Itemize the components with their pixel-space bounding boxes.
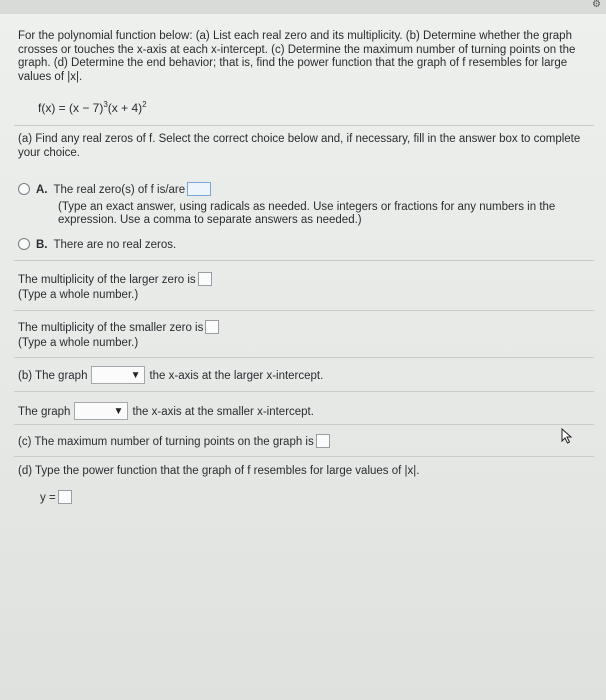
smaller-multiplicity-input[interactable] — [205, 320, 219, 334]
formula-exponent-1: 3 — [103, 100, 108, 109]
choice-b[interactable] — [18, 238, 176, 251]
larger-multiplicity-label: The multiplicity of the larger zero is — [18, 274, 196, 286]
divider — [14, 310, 594, 311]
larger-multiplicity-hint: (Type a whole number.) — [18, 289, 139, 301]
part-c-label: (c) The maximum number of turning points on the graph is — [18, 436, 314, 448]
formula-factor-1: f(x) = (x − 7) — [38, 101, 104, 115]
polynomial-formula — [38, 100, 147, 115]
part-a-prompt: (a) Find any real zeros of f. Select the correct choice below and, if necessary, fill in the answer box to complete your choice. — [18, 133, 581, 159]
part-b-suffix-2: the x-axis at the smaller x-intercept. — [132, 406, 314, 418]
chevron-down-icon: ▼ — [130, 370, 141, 381]
question-intro: For the polynomial function below: (a) List each real zero and its multiplicity. (b) Determine whether the graph crosses or touches the x-axis at each x-intercept. (c) Determine the maximum number of turning points on the graph. (d) Determine the end behavior; that is, find the power function that the graph of f resembles for large values of |x|. — [18, 30, 576, 83]
choice-b-letter: B. — [36, 239, 48, 251]
divider — [14, 456, 594, 457]
smaller-multiplicity-row — [18, 320, 219, 335]
part-b-prefix-2: The graph — [18, 406, 71, 418]
part-b-smaller-row — [18, 402, 314, 420]
smaller-multiplicity-label: The multiplicity of the smaller zero is — [18, 322, 204, 334]
turning-points-input[interactable] — [316, 434, 330, 448]
chevron-down-icon: ▼ — [113, 406, 124, 417]
part-d-label: (d) Type the power function that the graph of f resembles for large values of |x|. — [18, 465, 420, 477]
top-bar — [0, 0, 606, 14]
formula-exponent-2: 2 — [142, 100, 147, 109]
choice-b-text: There are no real zeros. — [53, 239, 177, 251]
part-c-row — [18, 434, 330, 449]
choice-a-note: (Type an exact answer, using radicals as needed. Use integers or fractions for any numbers in the expression. Use a comma to separate answers as needed.) — [58, 201, 556, 226]
part-b-suffix-1: the x-axis at the larger x-intercept. — [149, 370, 324, 382]
power-function-row — [40, 490, 72, 505]
larger-multiplicity-input[interactable] — [198, 272, 212, 286]
mouse-cursor-icon — [560, 428, 576, 444]
divider — [14, 125, 594, 126]
part-b-larger-row — [18, 366, 323, 384]
gear-icon[interactable]: ⚙ — [592, 0, 601, 10]
choice-a-text: The real zero(s) of f is/are — [53, 184, 186, 196]
real-zeros-input[interactable] — [187, 182, 211, 196]
crosses-touches-select-larger[interactable] — [91, 366, 145, 384]
power-function-input[interactable] — [58, 490, 72, 504]
larger-multiplicity-row — [18, 272, 212, 287]
formula-factor-2: (x + 4) — [107, 101, 143, 115]
choice-a-radio[interactable] — [18, 183, 30, 195]
divider — [14, 391, 594, 392]
part-b-prefix-1: (b) The graph — [18, 370, 88, 382]
crosses-touches-select-smaller[interactable] — [74, 402, 128, 420]
choice-a[interactable] — [18, 182, 211, 196]
choice-b-radio[interactable] — [18, 238, 30, 250]
smaller-multiplicity-hint: (Type a whole number.) — [18, 337, 139, 349]
divider — [14, 357, 594, 358]
y-label: y = — [40, 492, 56, 504]
divider — [14, 424, 594, 425]
divider — [14, 260, 594, 261]
choice-a-letter: A. — [36, 184, 48, 196]
